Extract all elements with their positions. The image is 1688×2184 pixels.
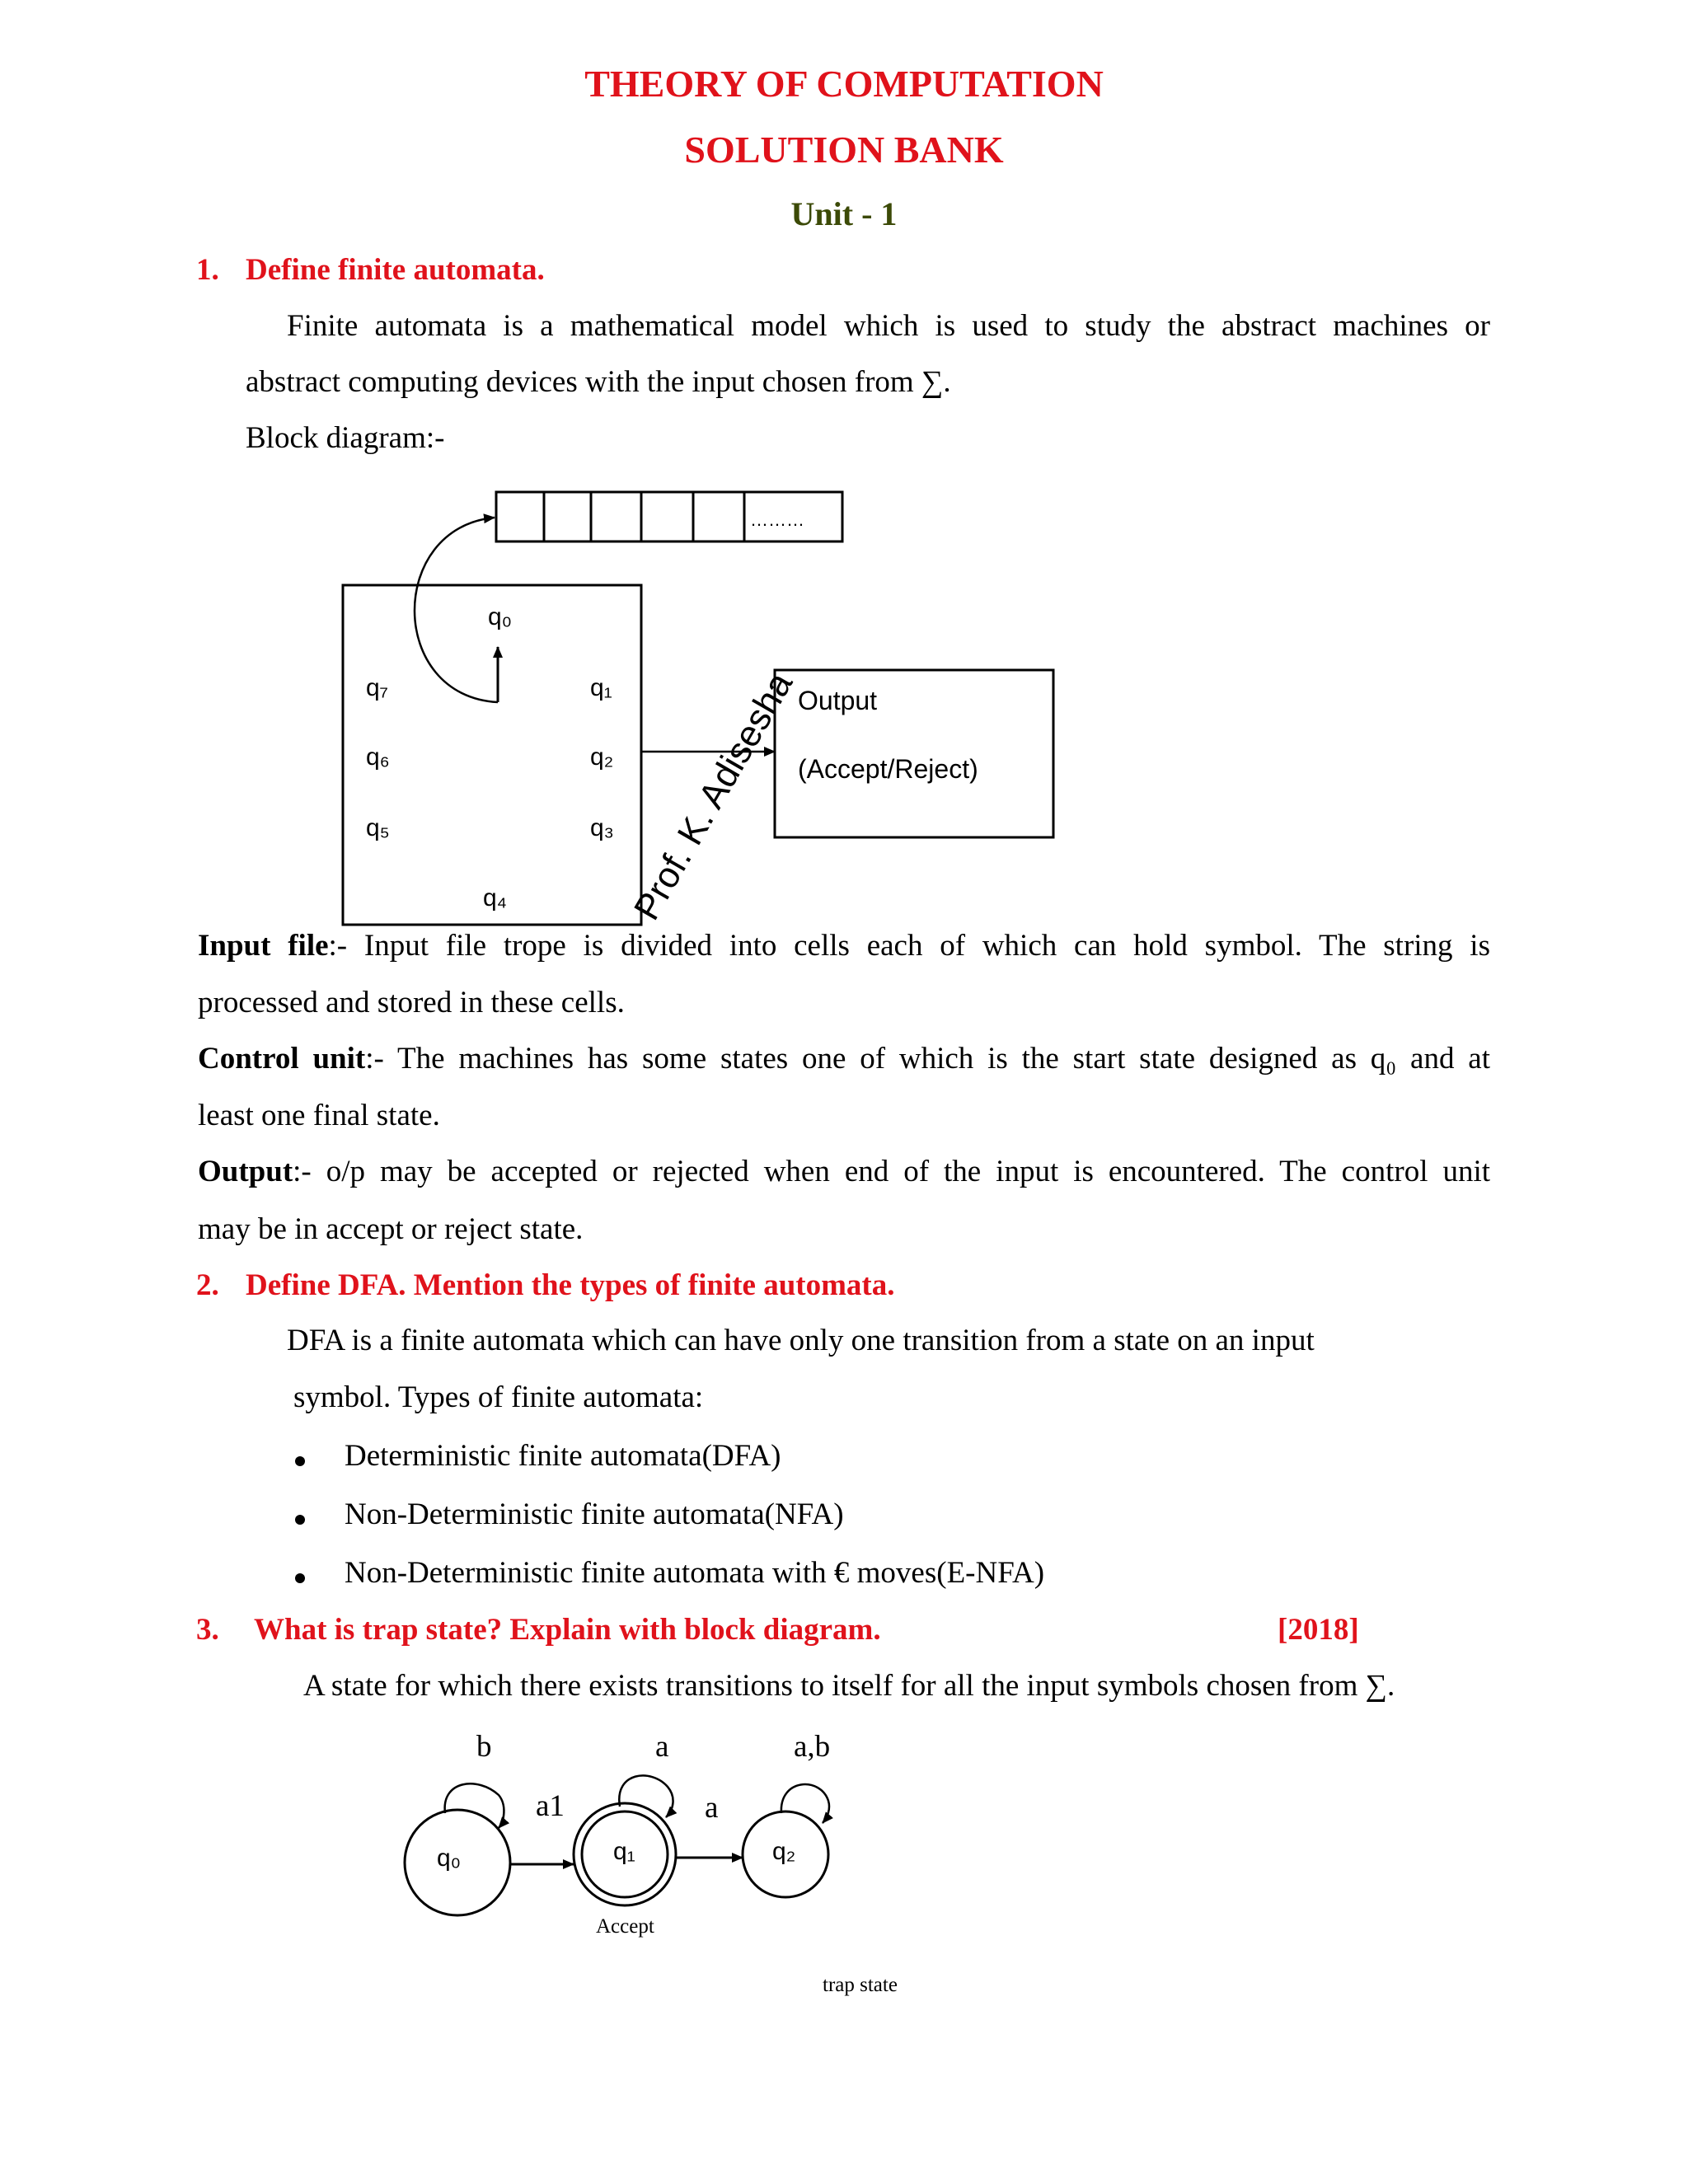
loop-q1-label: a (655, 1730, 669, 1764)
control-unit-term: Control unit (198, 1042, 366, 1076)
self-loop-q0 (445, 1783, 504, 1828)
list-item: Deterministic finite automata(DFA) (345, 1439, 781, 1473)
output-box-sublabel: (Accept/Reject) (798, 754, 978, 784)
list-item: Non-Deterministic finite automata with € moves(E-NFA) (345, 1556, 1045, 1590)
edge-q0-q1-label: a1 (536, 1789, 565, 1823)
control-unit-definition-cont: least one final state. (198, 1099, 440, 1132)
tape-dots: ……… (750, 509, 804, 530)
q2-number: 2. (196, 1268, 219, 1302)
input-file-term: Input file (198, 929, 329, 963)
output-box-label: Output (798, 686, 878, 715)
q3-year: [2018] (1278, 1613, 1359, 1647)
state-q6-label: q₆ (366, 743, 390, 771)
q1-question: Define finite automata. (246, 253, 545, 287)
dfa-state-q0-label: q₀ (437, 1844, 462, 1872)
dfa-state-q1-label: q₁ (613, 1838, 635, 1865)
output-text: :- o/p may be accepted or rejected when end of the input is encountered. The control unit (293, 1155, 1490, 1188)
block-diagram-label: Block diagram:- (246, 421, 445, 455)
input-file-definition-cont: processed and stored in these cells. (198, 986, 625, 1019)
q3-number: 3. (196, 1613, 219, 1647)
state-q5-label: q₅ (366, 814, 390, 841)
q1-number: 1. (196, 253, 219, 287)
q2-answer-line2: symbol. Types of finite automata: (293, 1380, 704, 1414)
loop-q2-label: a,b (794, 1730, 831, 1764)
control-unit-text: :- The machines has some states one of which is the start state designed as q₀ and at (365, 1042, 1490, 1076)
q1-answer-line2: abstract computing devices with the input chosen from ∑. (246, 365, 951, 399)
state-q1-label: q₁ (590, 674, 612, 701)
page-title: THEORY OF COMPUTATION (584, 63, 1104, 105)
page-subtitle: SOLUTION BANK (684, 129, 1004, 171)
edge-q1-q2-label: a (705, 1791, 719, 1825)
dfa-state-q2-label: q₂ (772, 1838, 796, 1865)
input-file-text: :- Input file trope is divided into cells each of which can hold symbol. The string is (328, 929, 1490, 963)
trap-state-label: trap state (823, 1974, 898, 1996)
output-term: Output (198, 1155, 293, 1188)
state-q3-label: q₃ (590, 814, 614, 841)
accept-label: Accept (596, 1915, 654, 1938)
loop-q0-label: b (476, 1730, 492, 1764)
state-q0-label: q₀ (488, 603, 513, 630)
q2-answer-line1: DFA is a finite automata which can have only one transition from a state on an input (287, 1324, 1315, 1357)
q3-question: What is trap state? Explain with block diagram. (254, 1613, 881, 1647)
state-q2-label: q₂ (590, 743, 614, 771)
unit-heading: Unit - 1 (790, 195, 898, 232)
list-item: Non-Deterministic finite automata(NFA) (345, 1497, 844, 1531)
state-q7-label: q₇ (366, 674, 388, 701)
q1-answer-line1: Finite automata is a mathematical model which is used to study the abstract machines or (287, 309, 1490, 343)
watermark: Prof. K. Adisesha (626, 665, 801, 927)
q3-answer-line1: A state for which there exists transitions to itself for all the input symbols chosen from ∑. (303, 1669, 1395, 1703)
state-q4-label: q₄ (483, 884, 507, 912)
q2-question: Define DFA. Mention the types of finite automata. (246, 1268, 895, 1302)
output-definition-cont: may be in accept or reject state. (198, 1212, 584, 1246)
